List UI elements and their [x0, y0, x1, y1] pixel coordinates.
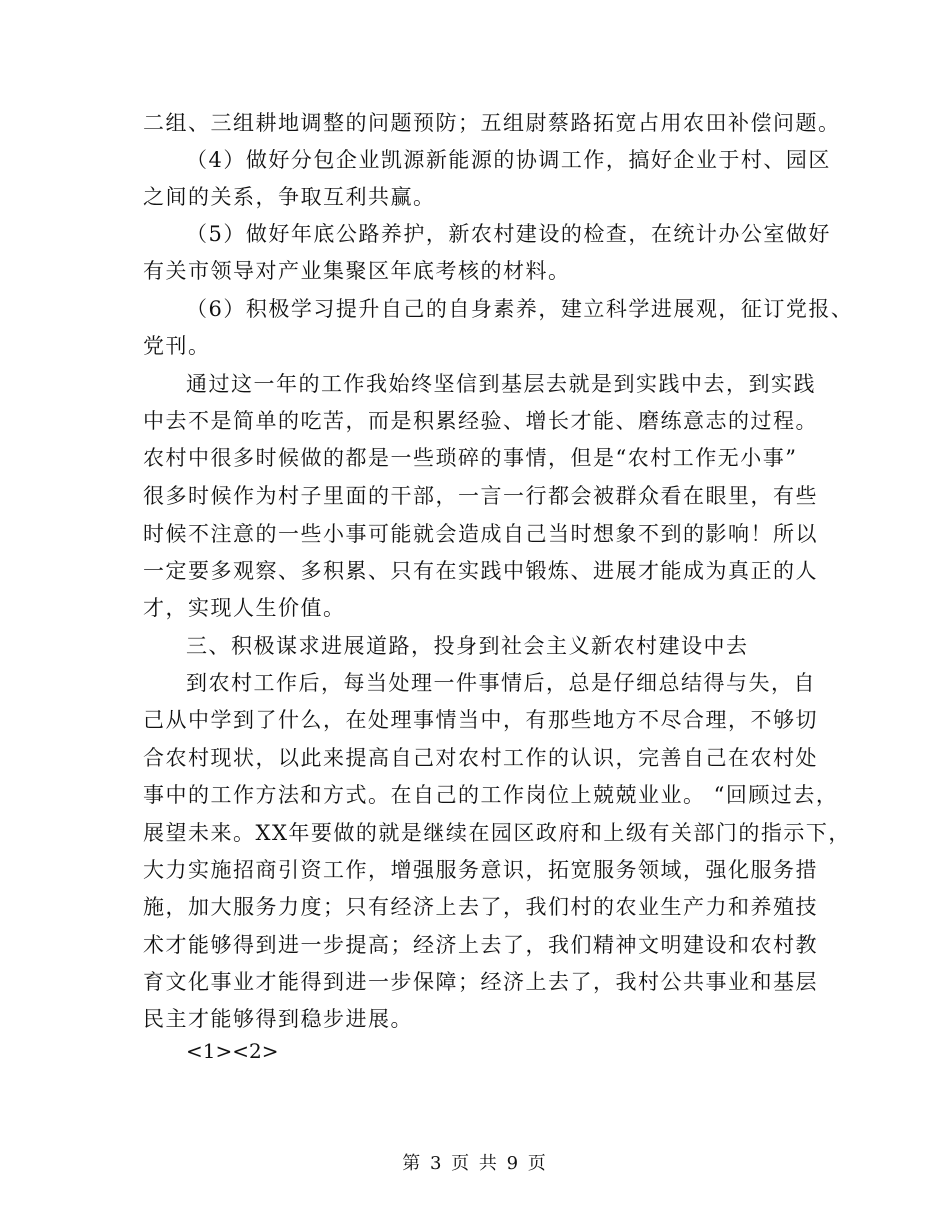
paragraph-line: 之间的关系，争取互利共赢。: [143, 185, 436, 209]
paragraph-line: 时候不注意的一些小事可能就会造成自己当时想象不到的影响！所以: [143, 522, 818, 546]
paragraph-line: 大力实施招商引资工作，增强服务意识，拓宽服务领域，强化服务措: [143, 858, 818, 882]
paragraph-line: （6）积极学习提升自己的自身素养，建立科学进展观，征订党报、: [186, 297, 854, 321]
paragraph-line: 术才能够得到进一步提高；经济上去了，我们精神文明建设和农村教: [143, 933, 818, 957]
paragraph-line: 通过这一年的工作我始终坚信到基层去就是到实践中去，到实践: [186, 372, 816, 396]
page-link-2[interactable]: <2>: [232, 1039, 279, 1063]
paragraph-line: 农村中很多时候做的都是一些琐碎的事情，但是“农村工作无小事”: [143, 446, 798, 470]
paragraph-line: 一定要多观察、多积累、只有在实践中锻炼、进展才能成为真正的人: [143, 559, 818, 583]
page-footer: 第 3 页 共 9 页: [402, 1153, 548, 1174]
paragraph-line: 育文化事业才能得到进一步保障；经济上去了，我村公共事业和基层: [143, 970, 818, 994]
page-link-1[interactable]: <1>: [186, 1039, 233, 1063]
paragraph-line: （4）做好分包企业凯源新能源的协调工作，搞好企业于村、园区: [186, 148, 831, 172]
paragraph-line: 才，实现人生价值。: [143, 596, 346, 620]
page-navigation: [186, 1038, 279, 1064]
paragraph-line: 很多时候作为村子里面的干部，一言一行都会被群众看在眼里，有些: [143, 484, 818, 508]
paragraph-line: （5）做好年底公路养护，新农村建设的检查，在统计办公室做好: [186, 222, 831, 246]
paragraph-line: 施，加大服务力度；只有经济上去了，我们村的农业生产力和养殖技: [143, 895, 818, 919]
paragraph-line: 二组、三组耕地调整的问题预防；五组尉蔡路拓宽占用农田补偿问题。: [143, 111, 841, 135]
section-heading: 三、积极谋求进展道路，投身到社会主义新农村建设中去: [186, 634, 749, 658]
paragraph-line: 事中的工作方法和方式。在自己的工作岗位上兢兢业业。 “回顾过去，: [143, 783, 839, 807]
paragraph-line: 己从中学到了什么，在处理事情当中，有那些地方不尽合理，不够切: [143, 708, 818, 732]
paragraph-line: 合农村现状，以此来提高自己对农村工作的认识，完善自己在农村处: [143, 746, 818, 770]
paragraph-line: 中去不是简单的吃苦，而是积累经验、增长才能、磨练意志的过程。: [143, 409, 818, 433]
paragraph-line: 民主才能够得到稳步进展。: [143, 1007, 413, 1031]
paragraph-line: 到农村工作后，每当处理一件事情后，总是仔细总结得与失，自: [186, 671, 816, 695]
paragraph-line: 党刊。: [143, 334, 211, 358]
paragraph-line: 有关市领导对产业集聚区年底考核的材料。: [143, 259, 571, 283]
paragraph-line: 展望未来。XX年要做的就是继续在园区政府和上级有关部门的指示下，: [143, 821, 851, 845]
